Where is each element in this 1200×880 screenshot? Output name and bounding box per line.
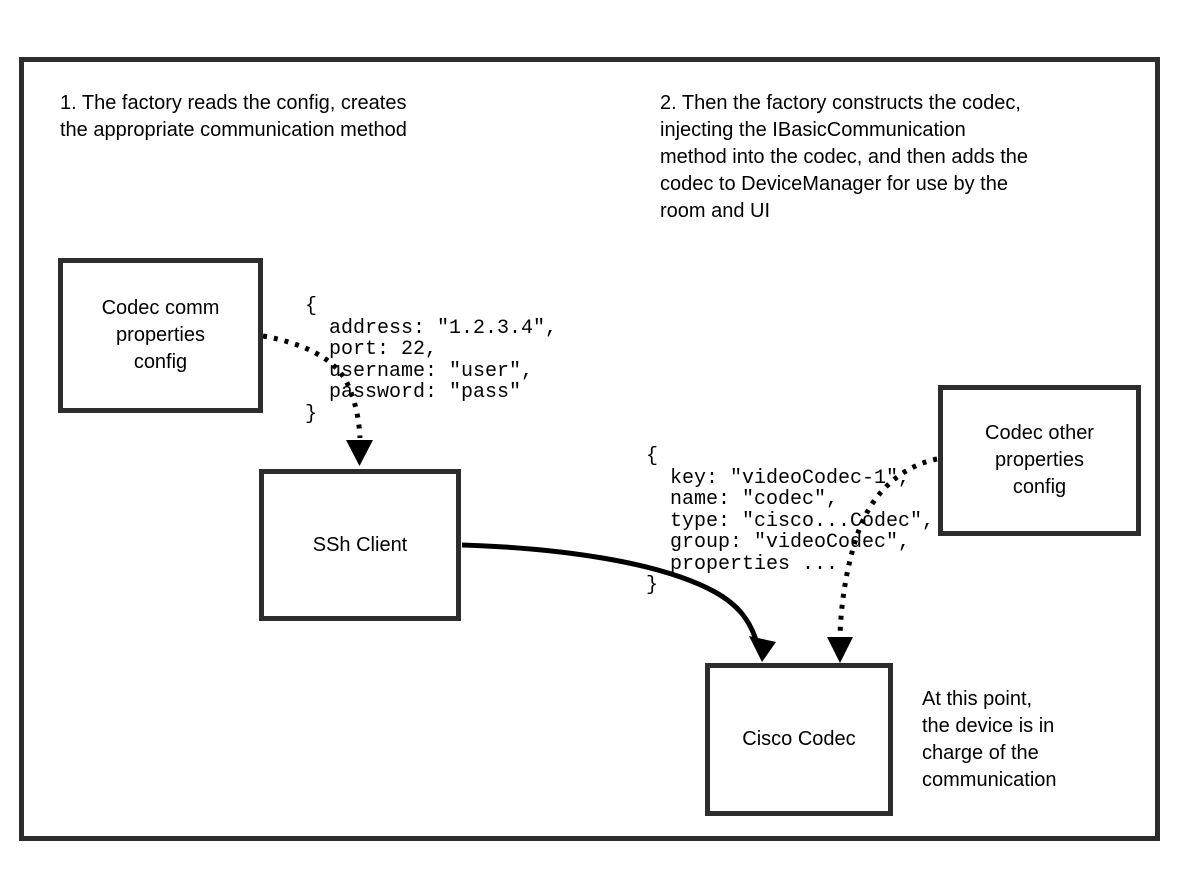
- box-codec-other-config-label: Codec other properties config: [985, 422, 1094, 498]
- box-ssh-client: [259, 469, 461, 621]
- note-endpoint: At this point, the device is in charge of the communication: [922, 688, 1057, 791]
- code-codec-properties: { key: "videoCodec-1", name: "codec", type: "cisco...Codec", group: "videoCodec", properties ... }: [646, 445, 935, 597]
- box-cisco-codec-label: Cisco Codec: [742, 728, 856, 750]
- code-comm-properties: { address: "1.2.3.4", port: 22, username: "user", password: "pass" }: [305, 295, 558, 426]
- box-codec-comm-config: [58, 258, 263, 413]
- box-codec-comm-config-label: Codec comm properties config: [101, 297, 220, 373]
- note-step2: 2. Then the factory constructs the codec, injecting the IBasicCommunication method into the codec, and then adds the codec to DeviceManager for use by the room and UI: [660, 92, 1029, 222]
- box-cisco-codec: [705, 663, 893, 816]
- note-step1: 1. The factory reads the config, creates the appropriate communication method: [60, 92, 407, 141]
- box-ssh-client-label: SSh Client: [312, 533, 408, 556]
- box-codec-other-config: [938, 385, 1141, 536]
